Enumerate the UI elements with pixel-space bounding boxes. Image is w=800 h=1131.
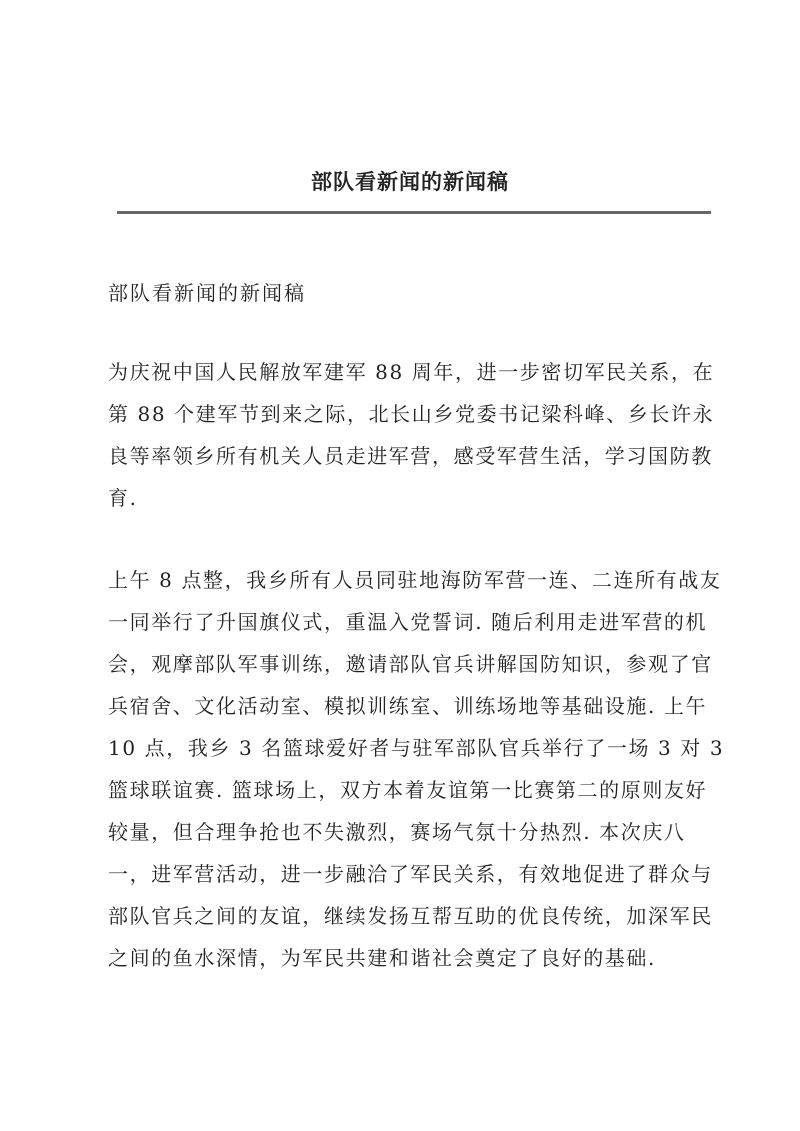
text-line: 10 点，我乡 3 名篮球爱好者与驻军部队官兵举行了一场 3 对 3: [108, 736, 725, 760]
paragraph-2: [108, 559, 724, 979]
text-line: 部队官兵之间的友谊，继续发扬互帮互助的优良传统，加深军民: [108, 904, 713, 928]
text-line: 为庆祝中国人民解放军建军 88 周年，进一步密切军民关系，在: [108, 360, 715, 384]
text-line: 上午 8 点整，我乡所有人员同驻地海防军营一连、二连所有战友: [108, 568, 722, 592]
document-subtitle: 部队看新闻的新闻稿: [108, 281, 306, 305]
text-line: 之间的鱼水深情，为军民共建和谐社会奠定了良好的基础.: [108, 946, 656, 970]
text-line: 一同举行了升国旗仪式，重温入党誓词. 随后利用走进军营的机: [108, 610, 708, 634]
text-line: 良等率领乡所有机关人员走进军营，感受军营生活，学习国防教: [108, 444, 713, 468]
text-line: 篮球联谊赛. 篮球场上，双方本着友谊第一比赛第二的原则友好: [108, 778, 708, 802]
text-line: 一，进军营活动，进一步融洽了军民关系，有效地促进了群众与: [108, 862, 713, 886]
paragraph-1: [108, 351, 714, 519]
text-line: 育.: [108, 486, 138, 510]
text-line: 第 88 个建军节到来之际，北长山乡党委书记梁科峰、乡长许永: [108, 402, 715, 426]
text-line: 会，观摩部队军事训练，邀请部队官兵讲解国防知识，参观了官: [108, 652, 713, 676]
text-line: 较量，但合理争抢也不失激烈，赛场气氛十分热烈. 本次庆八: [108, 820, 686, 844]
text-line: 兵宿舍、文化活动室、模拟训练室、训练场地等基础设施. 上午: [108, 694, 708, 718]
title-divider: [117, 211, 711, 214]
document-title: 部队看新闻的新闻稿: [311, 169, 509, 194]
